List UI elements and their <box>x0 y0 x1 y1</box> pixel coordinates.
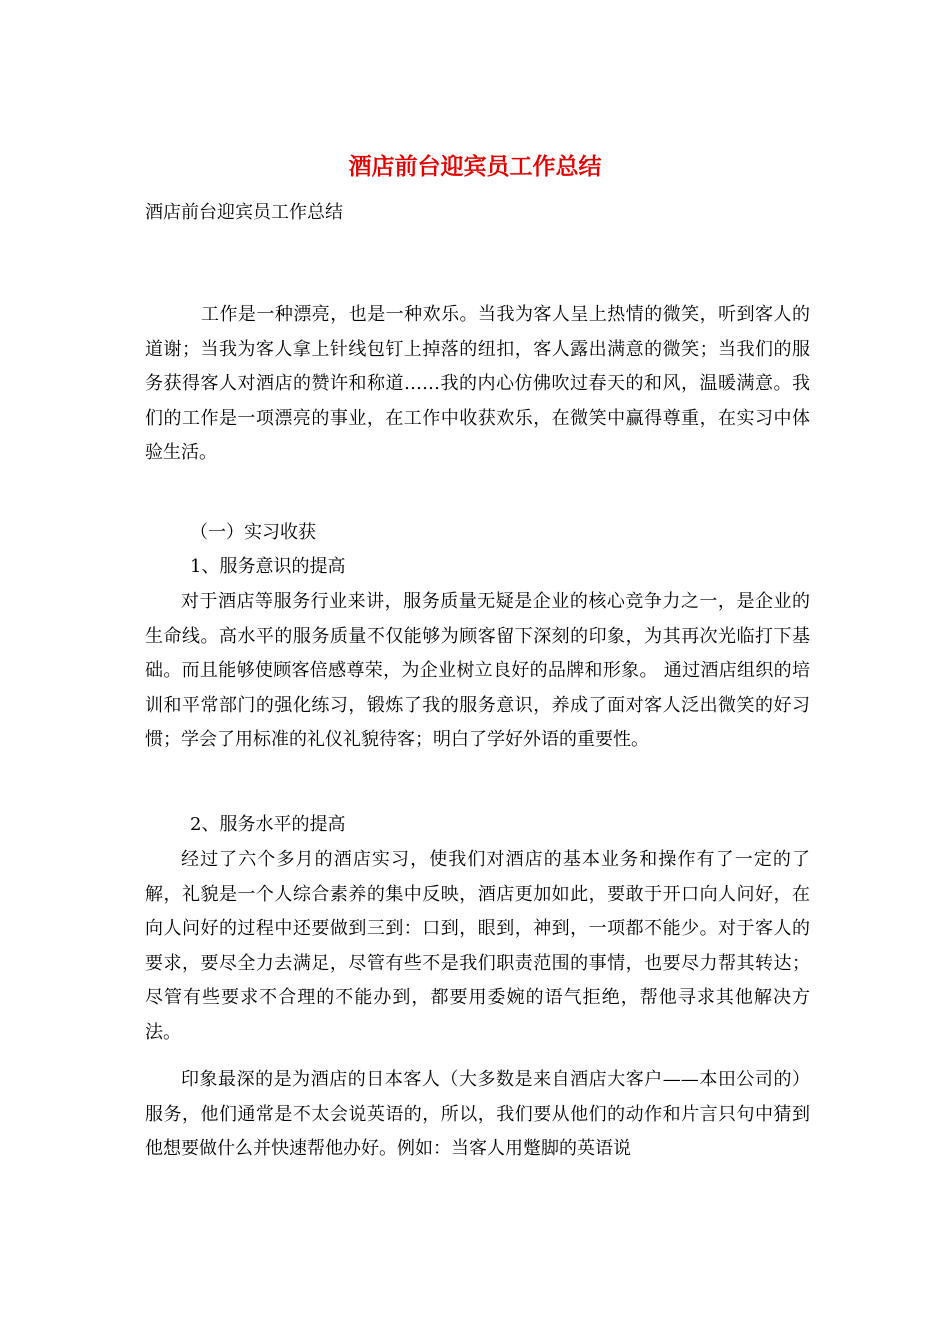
subsection-heading-1: 1、服务意识的提高 <box>190 556 346 577</box>
subsection-2-paragraph-1: 经过了六个多月的酒店实习，使我们对酒店的基本业务和操作有了一定的了解，礼貌是一个人综合素养的集中反映，酒店更加如此，要敢于开口向人问好，在向人问好的过程中还要做到三到：口到，眼到，神到，一项都不能少。对于客人的要求，要尽全力去满足，尽管有些不是我们职责范围的事情，也要尽力帮其转达；尽管有些要求不合理的不能办到，都要用委婉的语气拒绝，帮他寻求其他解决方法。 <box>145 849 810 1043</box>
subsection-2-paragraph-2: 印象最深的是为酒店的日本客人（大多数是来自酒店大客户——本田公司的）服务，他们通常是不太会说英语的，所以，我们要从他们的动作和片言只句中猜到他想要做什么并快速帮他办好。例如：当客人用蹩脚的英语说 <box>145 1069 810 1160</box>
subsection-heading-2: 2、服务水平的提高 <box>190 814 346 835</box>
subsection-1-paragraph: 对于酒店等服务行业来讲，服务质量无疑是企业的核心竞争力之一，是企业的生命线。高水平的服务质量不仅能够为顾客留下深刻的印象，为其再次光临打下基础。而且能够使顾客倍感尊荣，为企业树立良好的品牌和形象。 通过酒店组织的培训和平常部门的强化练习，锻炼了我的服务意识，养成了面对客人泛出微笑的好习惯；学会了用标准的礼仪礼貌待客；明白了学好外语的重要性。 <box>145 591 810 751</box>
section-heading: （一）实习收获 <box>190 522 316 543</box>
document-title: 酒店前台迎宾员工作总结 <box>348 153 602 180</box>
document-subtitle: 酒店前台迎宾员工作总结 <box>145 202 343 223</box>
intro-paragraph: 工作是一种漂亮，也是一种欢乐。当我为客人呈上热情的微笑，听到客人的道谢；当我为客人拿上针线包钉上掉落的纽扣，客人露出满意的微笑；当我们的服务获得客人对酒店的赞许和称道……我的内心仿佛吹过春天的和风，温暖满意。我们的工作是一项漂亮的事业，在工作中收获欢乐，在微笑中赢得尊重，在实习中体验生活。 <box>145 304 810 464</box>
